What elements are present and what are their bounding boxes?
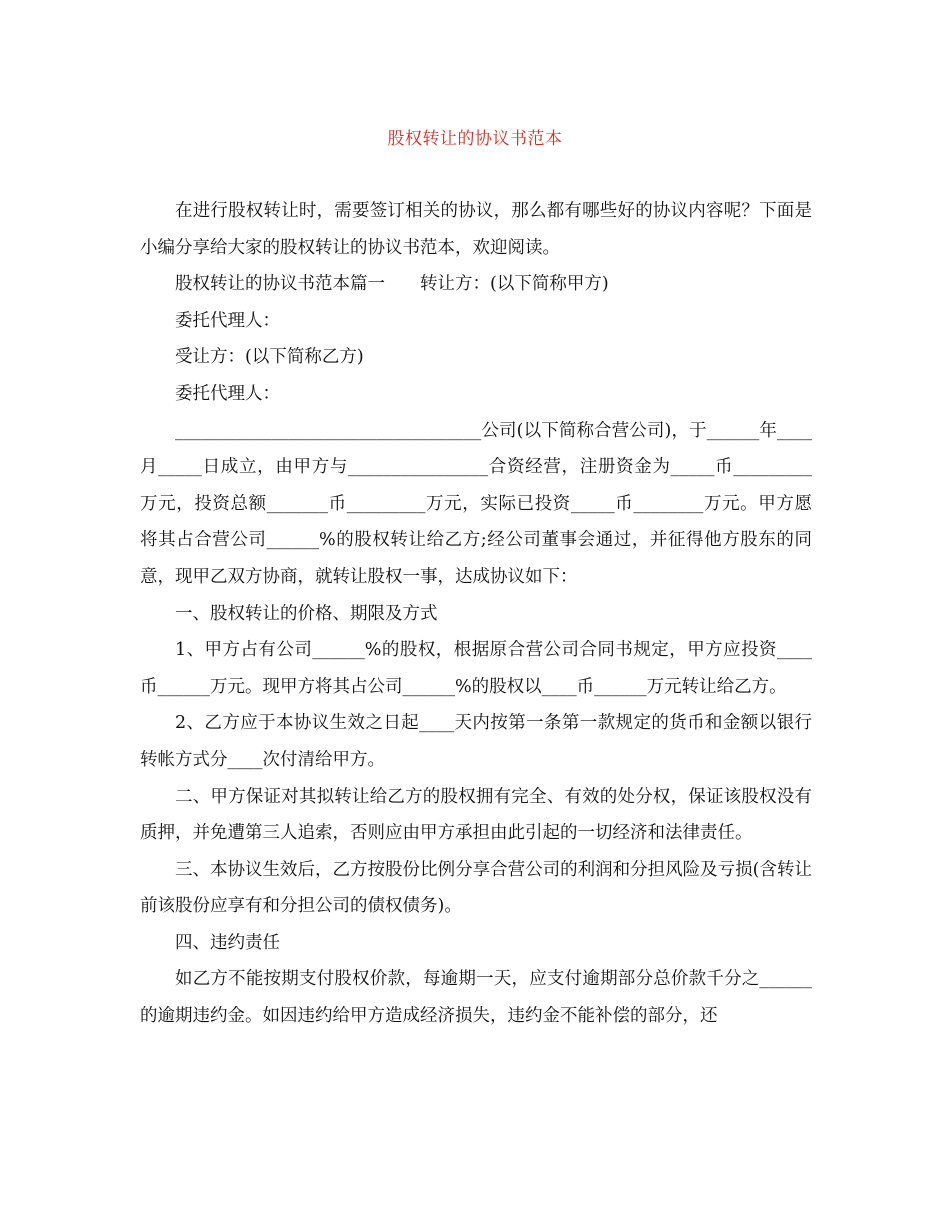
clause-heading-4: 四、违约责任 (175, 932, 280, 953)
clause-4-text: 如乙方不能按期支付股权价款，每逾期一天，应支付逾期部分总价款千分之______的逾期违约金。如因违约给甲方造成经济损失，违约金不能补偿的部分，还 (140, 969, 812, 1027)
clause-1-1: 1、甲方占有公司______%的股权，根据原合营公司合同书规定，甲方应投资____币______万元。现甲方将其占公司______%的股权以____币______万元转让给乙方。 (140, 640, 812, 697)
section-heading-parties: 股权转让的协议书范本篇一 转让方：(以下简称甲方) (175, 274, 609, 295)
company-info-paragraph: ___________________________________公司(以下简称合营公司)，于______年____月_____日成立，由甲方与________________合资经营，注册资金为_____币_________万元，投资总额_______币_________万元，实际已投资_____币________万元。甲方愿将其占合营公司______%的股权转让给乙方;经公司董事会通过，并征得他方股东的同意，现甲乙双方协商，就转让股权一事，达成协议如下： (140, 420, 812, 587)
document-body (140, 193, 812, 1035)
clause-2: 二、甲方保证对其拟转让给乙方的股权拥有完全、有效的处分权，保证该股权没有质押，并免遭第三人追索，否则应由甲方承担由此引起的一切经济和法律责任。 (140, 786, 812, 844)
intro-paragraph: 在进行股权转让时，需要签订相关的协议，那么都有哪些好的协议内容呢？下面是小编分享给大家的股权转让的协议书范本，欢迎阅读。 (140, 201, 812, 258)
transferor-agent-line: 委托代理人： (175, 310, 280, 331)
clause-3: 三、本协议生效后，乙方按股份比例分享合营公司的利润和分担风险及亏损(含转让前该股份应享有和分担公司的债权债务)。 (140, 859, 812, 917)
clause-1-2: 2、乙方应于本协议生效之日起____天内按第一条第一款规定的货币和金额以银行转帐方式分____次付清给甲方。 (140, 713, 812, 770)
transferee-line: 受让方：(以下简称乙方) (175, 347, 364, 368)
transferee-agent-line: 委托代理人： (175, 383, 280, 404)
clause-heading-1: 一、股权转让的价格、期限及方式 (175, 603, 438, 624)
document-title: 股权转让的协议书范本 (387, 129, 563, 149)
